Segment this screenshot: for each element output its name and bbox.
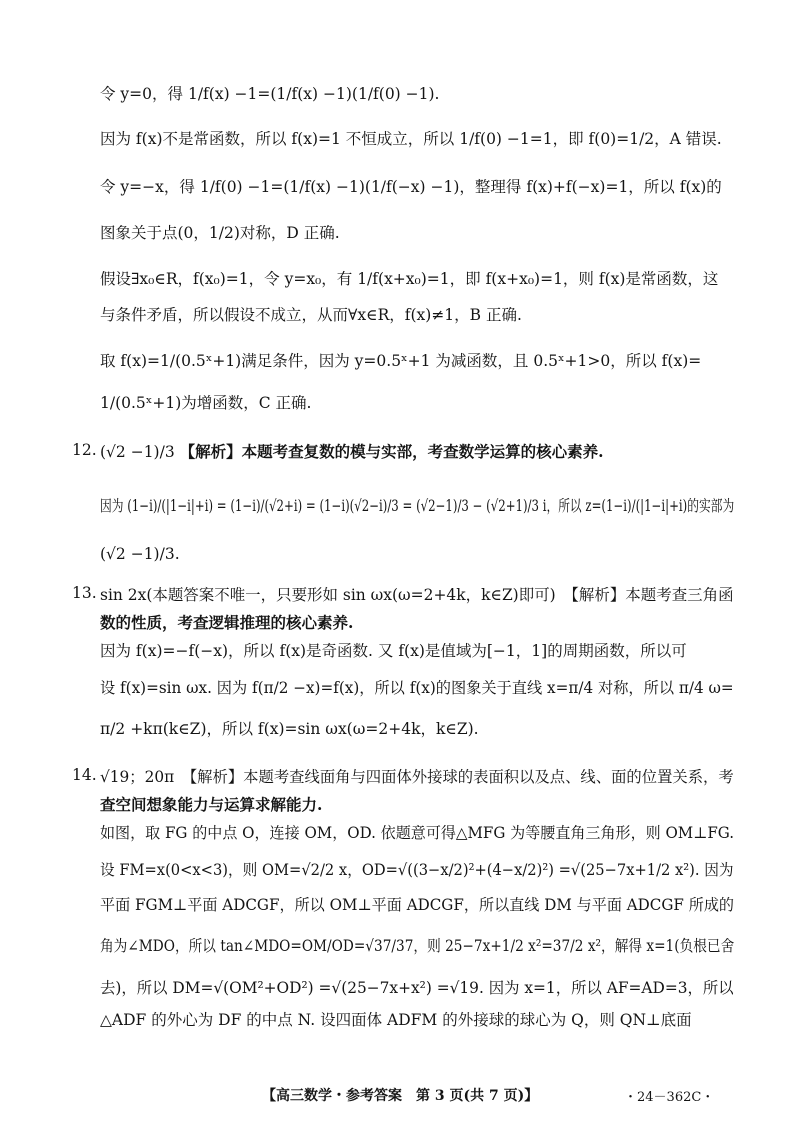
question-14-number: 14.	[72, 766, 97, 784]
q14-line-4: 设 FM=x(0<x<3)，则 OM=√2/2 x，OD=√((3−x/2)²+(4−x/2)²) =√(25−7x+1/2 x²). 因为	[100, 861, 734, 879]
footer-code: ・24－362C・	[624, 1090, 715, 1105]
question-13-number: 13.	[72, 584, 97, 602]
q14-line-3: 如图，取 FG 的中点 O，连接 OM，OD. 依题意可得△MFG 为等腰直角三角形，则 OM⊥FG.	[100, 824, 735, 842]
q14-line-5: 平面 FGM⊥平面 ADCGF，所以 OM⊥平面 ADCGF，所以直线 DM 与平面 ADCGF 所成的	[100, 896, 735, 914]
q13-line-4: 设 f(x)=sin ωx. 因为 f(π/2 −x)=f(x)，所以 f(x)的图象关于直线 x=π/4 对称，所以 π/4 ω=	[100, 679, 734, 697]
question-12-number: 12.	[72, 441, 97, 459]
q14-line-7: 去)，所以 DM=√(OM²+OD²) =√(25−7x+x²) =√19. 因为 x=1，所以 AF=AD=3，所以	[100, 979, 734, 997]
q14-line-2: 查空间想象能力与运算求解能力.	[100, 795, 323, 814]
q12-answer-line	[100, 441, 604, 463]
q13-line-2: 数的性质，考查逻辑推理的核心素养.	[100, 613, 354, 632]
q12-line-2: (√2 −1)/3.	[100, 545, 180, 563]
q14-line-1: √19；20π 【解析】本题考查线面角与四面体外接球的表面积以及点、线、面的位置关系，考	[100, 768, 734, 786]
q12-line-1: 因为 (1−i)/(|1−i|+i) = (1−i)/(√2+i) = (1−i)(√2−i)/3 = (√2−1)/3 − (√2+1)/3 i，所以 z=(1−i)/(|1−i|+i)的实部为	[100, 497, 735, 515]
line-7: 取 f(x)=1/(0.5ˣ+1)满足条件，因为 y=0.5ˣ+1 为减函数，且 0.5ˣ+1>0，所以 f(x)=	[100, 352, 702, 370]
q14-line-6: 角为∠MDO，所以 tan∠MDO=OM/OD=√37/37，则 25−7x+1/2 x²=37/2 x²，解得 x=1(负根已舍	[100, 937, 735, 955]
line-5: 假设∃x₀∈R，f(x₀)=1，令 y=x₀，有 1/f(x+x₀)=1，即 f(x+x₀)=1，则 f(x)是常函数，这	[100, 270, 719, 288]
footer-title: 【高三数学・参考答案 第 3 页(共 7 页)】	[262, 1088, 539, 1104]
q13-line-5: π/2 +kπ(k∈Z)，所以 f(x)=sin ωx(ω=2+4k，k∈Z).	[100, 720, 479, 738]
q12-answer: (√2 −1)/3	[100, 443, 175, 461]
line-4: 图象关于点(0，1/2)对称，D 正确.	[100, 224, 340, 242]
line-2: 因为 f(x)不是常函数，所以 f(x)=1 不恒成立，所以 1/f(0) −1=1，即 f(0)=1/2，A 错误.	[100, 130, 722, 148]
line-8: 1/(0.5ˣ+1)为增函数，C 正确.	[100, 394, 312, 412]
q14-line-8: △ADF 的外心为 DF 的中点 N. 设四面体 ADFM 的外接球的球心为 Q，则 QN⊥底面	[100, 1011, 692, 1029]
q13-line-3: 因为 f(x)=−f(−x)，所以 f(x)是奇函数. 又 f(x)是值域为[−1，1]的周期函数，所以可	[100, 642, 687, 660]
q13-line-1: sin 2x(本题答案不唯一，只要形如 sin ωx(ω=2+4k，k∈Z)即可) 【解析】本题考查三角函	[100, 586, 734, 604]
line-3: 令 y=−x，得 1/f(0) −1=(1/f(x) −1)(1/f(−x) −1)，整理得 f(x)+f(−x)=1，所以 f(x)的	[100, 178, 722, 196]
line-6: 与条件矛盾，所以假设不成立，从而∀x∈R，f(x)≠1，B 正确.	[100, 306, 522, 324]
line-1: 令 y=0，得 1/f(x) −1=(1/f(x) −1)(1/f(0) −1).	[100, 85, 440, 103]
q12-analysis-heading: 【解析】本题考查复数的模与实部，考查数学运算的核心素养.	[179, 442, 604, 461]
